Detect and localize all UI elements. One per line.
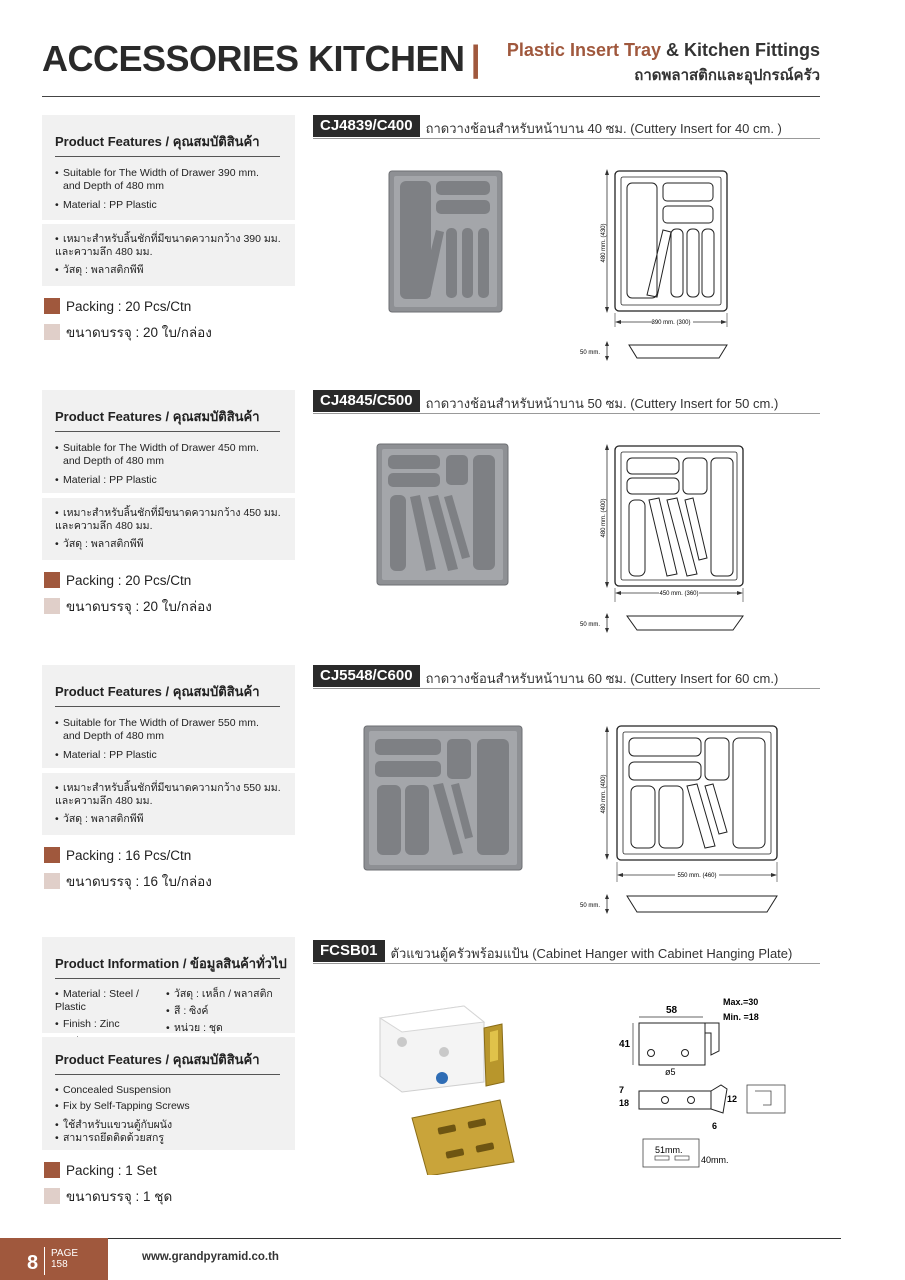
svg-text:ø5: ø5: [665, 1067, 676, 1077]
page-title: ACCESSORIES KITCHEN |: [42, 38, 481, 79]
packing-th: ขนาดบรรจุ : 20 ใบ/กล่อง: [44, 321, 212, 343]
svg-text:6: 6: [712, 1121, 718, 1131]
page-number: 8: [27, 1252, 39, 1274]
packing-en: Packing : 20 Pcs/Ctn: [44, 298, 191, 314]
packing-swatch: [44, 298, 60, 314]
svg-text:480 mm. (400): 480 mm. (400): [601, 774, 607, 814]
website-link[interactable]: www.grandpyramid.co.th: [142, 1251, 279, 1263]
svg-text:450 mm. (360): 450 mm. (360): [659, 591, 699, 597]
svg-text:18: 18: [619, 1098, 630, 1108]
page-number-box: [0, 1238, 108, 1280]
svg-text:50 mm.: 50 mm.: [580, 350, 601, 356]
packing-swatch: [44, 324, 60, 340]
packing-th: ขนาดบรรจุ : 20 ใบ/กล่อง: [44, 595, 212, 617]
packing-swatch: [44, 572, 60, 588]
product-code: FCSB01: [313, 940, 385, 962]
svg-text:51mm.: 51mm.: [655, 1145, 683, 1155]
product-code: CJ4839/C400: [313, 115, 420, 137]
packing-th: ขนาดบรรจุ : 16 ใบ/กล่อง: [44, 870, 212, 892]
tray-photo: [363, 725, 523, 871]
svg-text:40mm.: 40mm.: [701, 1155, 729, 1165]
packing-swatch: [44, 847, 60, 863]
svg-text:Max.=30: Max.=30: [723, 997, 759, 1007]
features-panel-th: • เหมาะสำหรับลิ้นชักที่มีขนาดความกว้าง 390 มม. และความลึก 480 มม. • วัสดุ : พลาสติกพีพี: [42, 224, 295, 286]
svg-text:7: 7: [619, 1085, 625, 1095]
product-code: CJ4845/C500: [313, 390, 420, 412]
tray-drawing: [575, 165, 750, 365]
product-code-bar: [313, 115, 820, 139]
hanger-drawing: [615, 993, 815, 1171]
packing-swatch: [44, 598, 60, 614]
features-panel: Product Features / คุณสมบัติสินค้า • Concealed Suspension • Fix by Self-Tapping Screws • ใช้สำหรับแขวนตู้กับผนัง • สามารถยึดติดด้วยสกรู: [42, 1037, 295, 1150]
svg-text:550 mm. (460): 550 mm. (460): [677, 873, 717, 879]
page-subtitle: Plastic Insert Tray & Kitchen Fittings ถาดพลาสติกและอุปกรณ์ครัว: [506, 40, 820, 84]
svg-text:390 mm. (300): 390 mm. (300): [651, 320, 691, 326]
product-description: ถาดวางช้อนสำหรับหน้าบาน 60 ซม. (Cuttery Insert for 60 cm.): [425, 671, 779, 686]
tray-drawing: [575, 440, 750, 640]
packing-th: ขนาดบรรจุ : 1 ชุด: [44, 1185, 172, 1207]
svg-text:58: 58: [666, 1005, 678, 1016]
tray-photo: [388, 170, 503, 313]
packing-swatch: [44, 873, 60, 889]
packing-swatch: [44, 1162, 60, 1178]
svg-text:50 mm.: 50 mm.: [580, 622, 601, 628]
product-description: ตัวแขวนตู้ครัวพร้อมแป้น (Cabinet Hanger with Cabinet Hanging Plate): [390, 946, 793, 961]
svg-text:480 mm. (430): 480 mm. (430): [601, 223, 607, 263]
tray-photo: [376, 443, 509, 586]
product-code-bar: [313, 390, 820, 414]
packing-en: Packing : 16 Pcs/Ctn: [44, 847, 191, 863]
svg-text:480 mm. (400): 480 mm. (400): [601, 498, 607, 538]
product-description: ถาดวางช้อนสำหรับหน้าบาน 50 ซม. (Cuttery Insert for 50 cm.): [425, 396, 779, 411]
product-description: ถาดวางช้อนสำหรับหน้าบาน 40 ซม. (Cuttery Insert for 40 cm. ): [425, 121, 782, 136]
svg-text:41: 41: [619, 1039, 631, 1050]
svg-text:12: 12: [727, 1094, 738, 1104]
packing-en: Packing : 1 Set: [44, 1162, 157, 1178]
packing-swatch: [44, 1188, 60, 1204]
svg-text:Min. =18: Min. =18: [723, 1012, 759, 1022]
features-panel-th: • เหมาะสำหรับลิ้นชักที่มีขนาดความกว้าง 450 มม. และความลึก 480 มม. • วัสดุ : พลาสติกพีพี: [42, 498, 295, 560]
header-divider: [42, 96, 820, 97]
hanger-photo: [372, 1000, 517, 1175]
features-panel-th: • เหมาะสำหรับลิ้นชักที่มีขนาดความกว้าง 550 มม. และความลึก 480 มม. • วัสดุ : พลาสติกพีพี: [42, 773, 295, 835]
features-panel-en: Product Features / คุณสมบัติสินค้า • Suitable for The Width of Drawer 390 mm. and Depth of 480 mm • Material : PP Plastic: [42, 115, 295, 220]
footer-divider: [108, 1238, 841, 1239]
product-code-bar: [313, 940, 820, 964]
svg-text:50 mm.: 50 mm.: [580, 903, 601, 909]
tray-drawing: [575, 720, 785, 920]
features-panel-en: Product Features / คุณสมบัติสินค้า • Suitable for The Width of Drawer 550 mm. and Depth of 480 mm • Material : PP Plastic: [42, 665, 295, 768]
product-code-bar: [313, 665, 820, 689]
features-panel-en: Product Features / คุณสมบัติสินค้า • Suitable for The Width of Drawer 450 mm. and Depth of 480 mm • Material : PP Plastic: [42, 390, 295, 493]
page-label: PAGE: [51, 1248, 79, 1259]
packing-en: Packing : 20 Pcs/Ctn: [44, 572, 191, 588]
page-total: 158: [51, 1259, 68, 1270]
product-code: CJ5548/C600: [313, 665, 420, 687]
info-panel: Product Information / ข้อมูลสินค้าทั่วไป • Material : Steel / Plastic • Finish : Zinc • วัสดุ : เหล็ก / พลาสติก • สี : ซิงค์ • หน่วย : ชุด: [42, 937, 295, 1033]
